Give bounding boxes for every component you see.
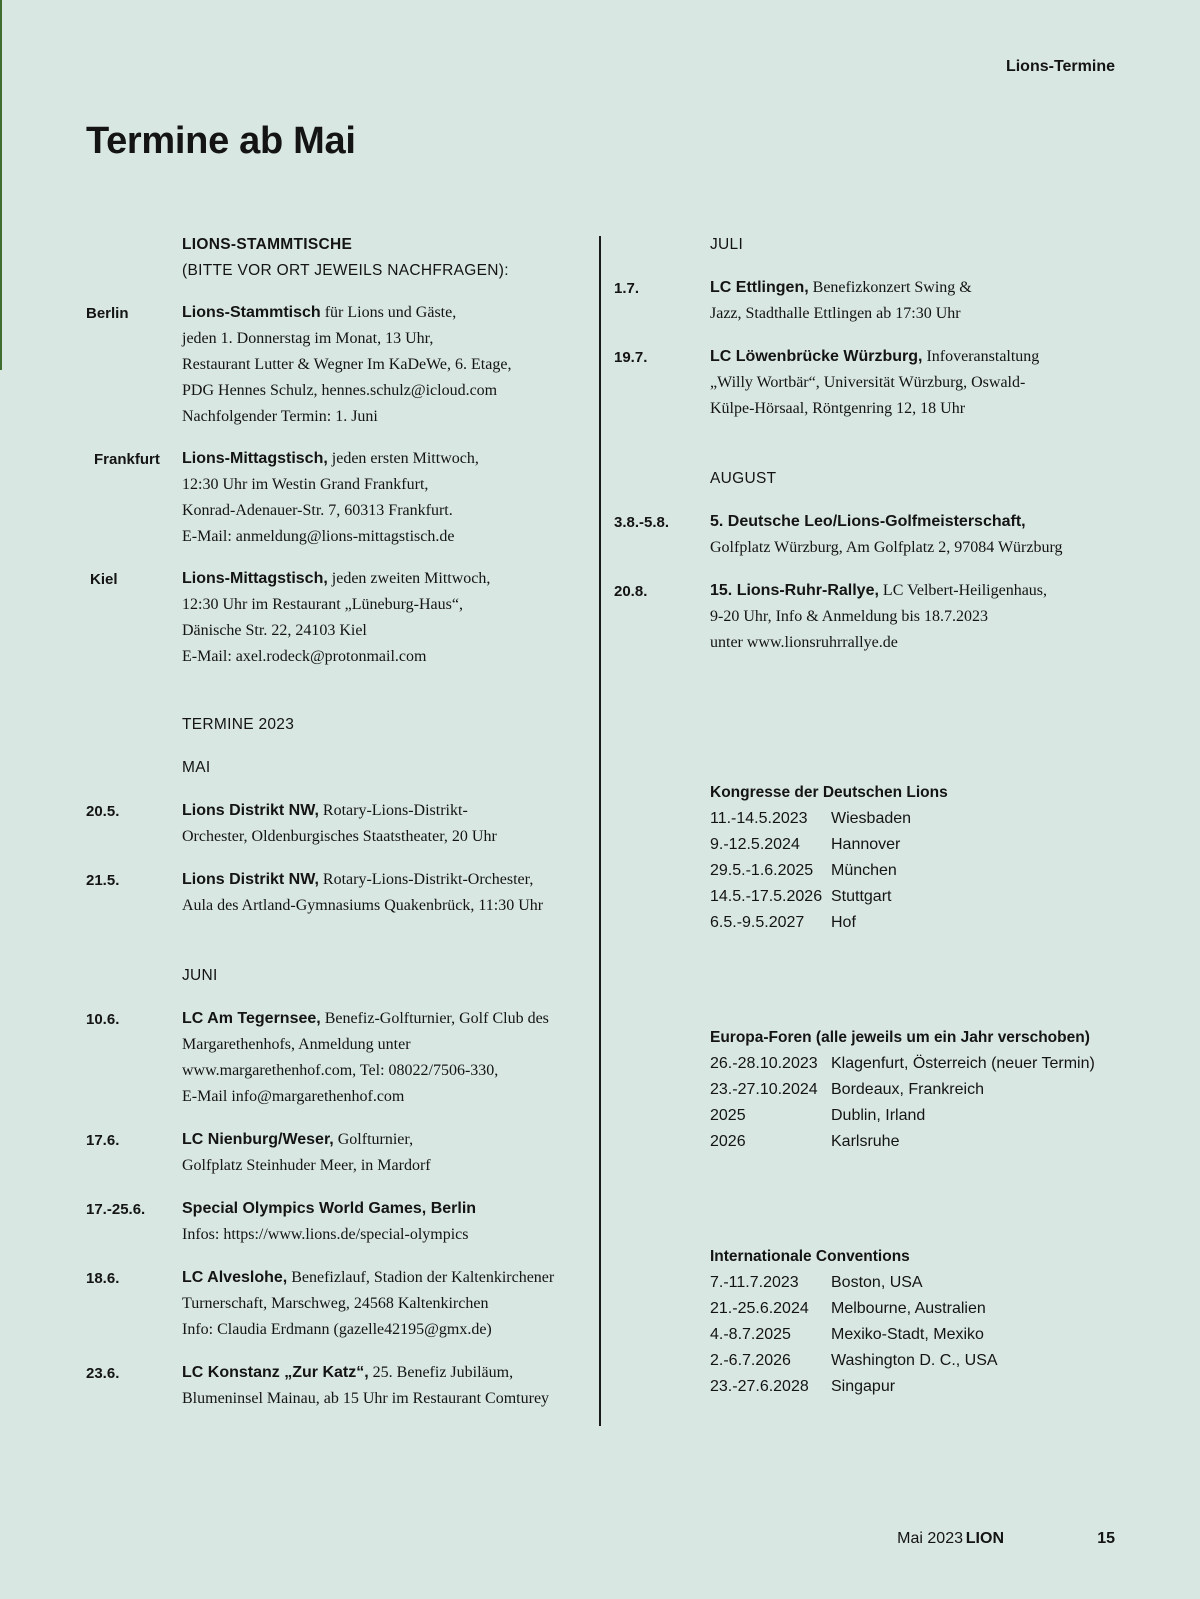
termine-heading: TERMINE 2023 [182, 716, 295, 733]
left-column [86, 232, 576, 1412]
stammtisch-item [86, 566, 576, 670]
stammtisch-item [86, 300, 576, 430]
europa-table [710, 1051, 1095, 1155]
event-text: LC Nienburg/Weser, Golfturnier, Golfplatz Steinhuder Meer, in Mardorf [182, 1131, 431, 1174]
event-text: 5. Deutsche Leo/Lions-Golfmeisterschaft, Golfplatz Würzburg, Am Golfplatz 2, 97084 Würzburg [710, 513, 1063, 556]
event-date: 18.6. [86, 1270, 120, 1287]
page-edge-stripe [0, 0, 2, 370]
event-item [86, 1360, 576, 1412]
event-text: LC Ettlingen, Benefizkonzert Swing & Jazz, Stadthalle Ettlingen ab 17:30 Uhr [710, 279, 972, 322]
table-row: 21.-25.6.2024 Melbourne, Australien [710, 1300, 986, 1317]
event-item [86, 798, 576, 850]
event-item [86, 867, 576, 919]
month-heading-juni: JUNI [182, 967, 218, 984]
event-date: 1.7. [614, 280, 640, 297]
table-row: 14.5.-17.5.2026 Stuttgart [710, 888, 892, 905]
event-item [614, 344, 1134, 422]
event-date: 23.6. [86, 1365, 120, 1382]
event-item [86, 1265, 576, 1343]
event-date: 19.7. [614, 349, 648, 366]
event-text: LC Konstanz „Zur Katz“, 25. Benefiz Jubiläum, Blumeninsel Mainau, ab 15 Uhr im Restaurant Comturey [182, 1364, 550, 1407]
event-date: 10.6. [86, 1011, 120, 1028]
event-date: 17.-25.6. [86, 1201, 146, 1218]
event-item [614, 578, 1134, 656]
conventions-heading: Internationale Conventions [710, 1248, 910, 1265]
kongresse-table [710, 806, 911, 936]
month-heading-august: AUGUST [710, 470, 777, 487]
table-row: 7.-11.7.2023 Boston, USA [710, 1274, 923, 1291]
event-date: 17.6. [86, 1132, 120, 1149]
section-header: Lions-Termine [1005, 58, 1115, 75]
table-row: 23.-27.6.2028 Singapur [710, 1378, 896, 1395]
event-date: 20.8. [614, 583, 648, 600]
event-item [614, 509, 1134, 561]
footer-brand: LION [965, 1530, 1004, 1547]
table-row: 29.5.-1.6.2025 München [710, 862, 897, 879]
stammtische-heading: LIONS-STAMMTISCHE (BITTE VOR ORT JEWEILS NACHFRAGEN): [182, 236, 509, 279]
right-column [614, 232, 1134, 1400]
event-text: 15. Lions-Ruhr-Rallye, LC Velbert-Heiligenhaus, 9-20 Uhr, Info & Anmeldung bis 18.7.2023 unter www.lionsruhrrallye.de [710, 582, 1048, 651]
table-row: 2026 Karlsruhe [710, 1133, 900, 1150]
kongresse-heading: Kongresse der Deutschen Lions [710, 784, 948, 801]
table-row: 4.-8.7.2025 Mexiko-Stadt, Mexiko [710, 1326, 984, 1343]
europa-heading: Europa-Foren (alle jeweils um ein Jahr verschoben) [710, 1029, 1090, 1046]
stammtisch-city: Berlin [86, 305, 129, 322]
stammtisch-city: Kiel [90, 571, 118, 588]
conventions-table [710, 1270, 998, 1400]
month-heading-mai: MAI [182, 759, 211, 776]
table-row: 9.-12.5.2024 Hannover [710, 836, 901, 853]
event-text: Lions Distrikt NW, Rotary-Lions-Distrikt-Orchester, Aula des Artland-Gymnasiums Quakenbrück, 11:30 Uhr [182, 871, 544, 914]
event-item [86, 1196, 576, 1248]
table-row: 26.-28.10.2023 Klagenfurt, Österreich (neuer Termin) [710, 1055, 1095, 1072]
event-item [86, 1127, 576, 1179]
page-title: Termine ab Mai [86, 120, 356, 162]
month-heading-juli: JULI [710, 236, 744, 253]
event-text: Lions Distrikt NW, Rotary-Lions-Distrikt- Orchester, Oldenburgisches Staatstheater, 20 Uhr [182, 802, 497, 845]
stammtisch-text: Lions-Mittagstisch, jeden zweiten Mittwoch, 12:30 Uhr im Restaurant „Lüneburg-Haus“, Dänische Str. 22, 24103 Kiel E-Mail: axel.rodeck@protonmail.com [182, 570, 491, 665]
table-row: 23.-27.10.2024 Bordeaux, Frankreich [710, 1081, 984, 1098]
conventions-box [710, 1244, 1134, 1400]
event-text: LC Alveslohe, Benefizlauf, Stadion der Kaltenkirchener Turnerschaft, Marschweg, 24568 Kaltenkirchen Info: Claudia Erdmann (gazelle42195@gmx.de) [182, 1269, 555, 1338]
kongresse-box [710, 780, 1134, 936]
table-row: 11.-14.5.2023 Wiesbaden [710, 810, 912, 827]
event-text: LC Löwenbrücke Würzburg, Infoveranstaltung „Willy Wortbär“, Universität Würzburg, Oswald- Külpe-Hörsaal, Röntgenring 12, 18 Uhr [710, 348, 1040, 417]
event-text: LC Am Tegernsee, Benefiz-Golfturnier, Golf Club des Margarethenhofs, Anmeldung unter www.margarethenhof.com, Tel: 08022/7506-330, E-Mail info@margarethenhof.com [182, 1010, 549, 1105]
event-date: 20.5. [86, 803, 120, 820]
europa-box [710, 1025, 1134, 1155]
stammtisch-text: Lions-Stammtisch für Lions und Gäste, jeden 1. Donnerstag im Monat, 13 Uhr, Restaurant Lutter & Wegner Im KaDeWe, 6. Etage, PDG Hennes Schulz, hennes.schulz@icloud.com Nachfolgender Termin: 1. Juni [182, 304, 512, 425]
stammtisch-item [86, 446, 576, 550]
footer-issue-month: Mai 2023 [897, 1530, 963, 1547]
stammtisch-text: Lions-Mittagstisch, jeden ersten Mittwoch, 12:30 Uhr im Westin Grand Frankfurt, Konrad-Adenauer-Str. 7, 60313 Frankfurt. E-Mail: anmeldung@lions-mittagstisch.de [182, 450, 479, 545]
table-row: 6.5.-9.5.2027 Hof [710, 914, 856, 931]
column-divider [599, 236, 601, 1426]
event-date: 3.8.-5.8. [614, 514, 670, 531]
stammtisch-city: Frankfurt [94, 451, 160, 468]
event-date: 21.5. [86, 872, 120, 889]
event-text: Special Olympics World Games, Berlin Infos: https://www.lions.de/special-olympics [182, 1200, 477, 1243]
event-item [614, 275, 1134, 327]
event-item [86, 1006, 576, 1110]
page-number: 15 [1097, 1530, 1115, 1547]
table-row: 2.-6.7.2026 Washington D. C., USA [710, 1352, 998, 1369]
table-row: 2025 Dublin, Irland [710, 1107, 926, 1124]
